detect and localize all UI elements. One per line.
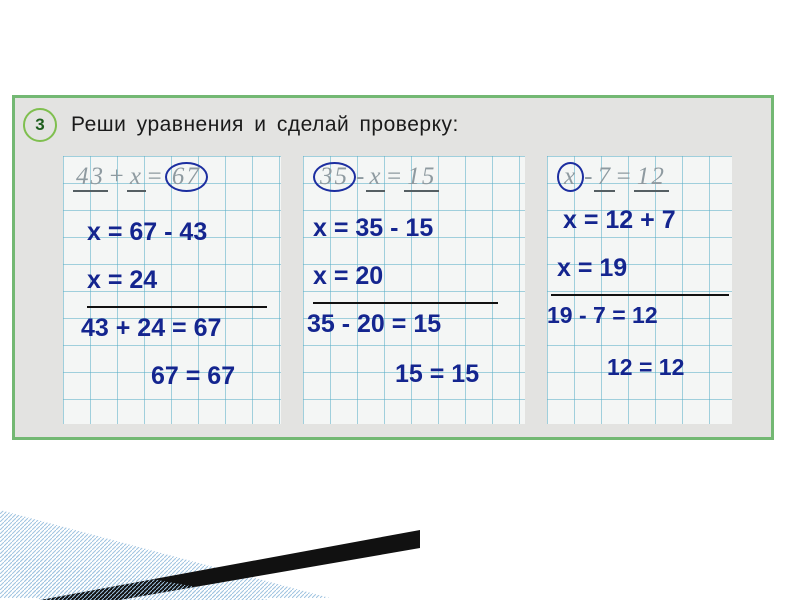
- handwritten-line-3-2: x = 19: [557, 254, 628, 282]
- printed-eq-1-op: +: [108, 163, 127, 190]
- printed-eq-3-unknown: 7: [594, 163, 615, 192]
- check-divider-1: [87, 306, 267, 308]
- printed-eq-2-op: -: [356, 163, 367, 190]
- task-header: [23, 108, 459, 142]
- handwritten-line-3-1: x = 12 + 7: [563, 206, 676, 234]
- task-number-badge: 3: [23, 108, 57, 142]
- printed-eq-1-left: 43: [73, 163, 108, 192]
- handwritten-line-1-1: x = 67 - 43: [87, 218, 208, 246]
- printed-eq-1-equals: =: [145, 163, 165, 190]
- solution-column-2: [303, 156, 525, 424]
- printed-equation-3: [557, 162, 669, 192]
- task-instruction: Реши уравнения и сделай проверку:: [71, 113, 459, 136]
- handwritten-line-1-3: 43 + 24 = 67: [81, 314, 222, 342]
- printed-eq-3-op: -: [584, 163, 595, 190]
- handwritten-line-2-1: x = 35 - 15: [313, 214, 434, 242]
- printed-eq-3-equals: =: [614, 163, 634, 190]
- handwritten-line-3-4: 12 = 12: [607, 354, 685, 380]
- decorative-corner-graphic: [0, 490, 420, 600]
- solution-column-3: [547, 156, 732, 424]
- handwritten-line-1-2: x = 24: [87, 266, 158, 294]
- printed-equation-2: [313, 162, 439, 192]
- printed-equation-1: [73, 162, 208, 192]
- printed-eq-3-right: 12: [634, 163, 669, 192]
- handwritten-line-1-4: 67 = 67: [151, 362, 236, 390]
- solution-column-1: [63, 156, 281, 424]
- handwritten-line-2-4: 15 = 15: [395, 360, 480, 388]
- printed-eq-3-left: x: [557, 162, 584, 192]
- printed-eq-1-unknown: x: [127, 163, 146, 192]
- exercise-panel: [12, 95, 774, 440]
- printed-eq-1-right: 67: [165, 162, 208, 192]
- handwritten-line-3-3: 19 - 7 = 12: [547, 302, 658, 328]
- check-divider-2: [313, 302, 498, 304]
- printed-eq-2-right: 15: [404, 163, 439, 192]
- printed-eq-2-equals: =: [385, 163, 405, 190]
- printed-eq-2-unknown: x: [366, 163, 385, 192]
- handwritten-line-2-3: 35 - 20 = 15: [307, 310, 442, 338]
- check-divider-3: [551, 294, 729, 296]
- solutions-row: [63, 156, 753, 426]
- printed-eq-2-left: 35: [313, 162, 356, 192]
- handwritten-line-2-2: x = 20: [313, 262, 384, 290]
